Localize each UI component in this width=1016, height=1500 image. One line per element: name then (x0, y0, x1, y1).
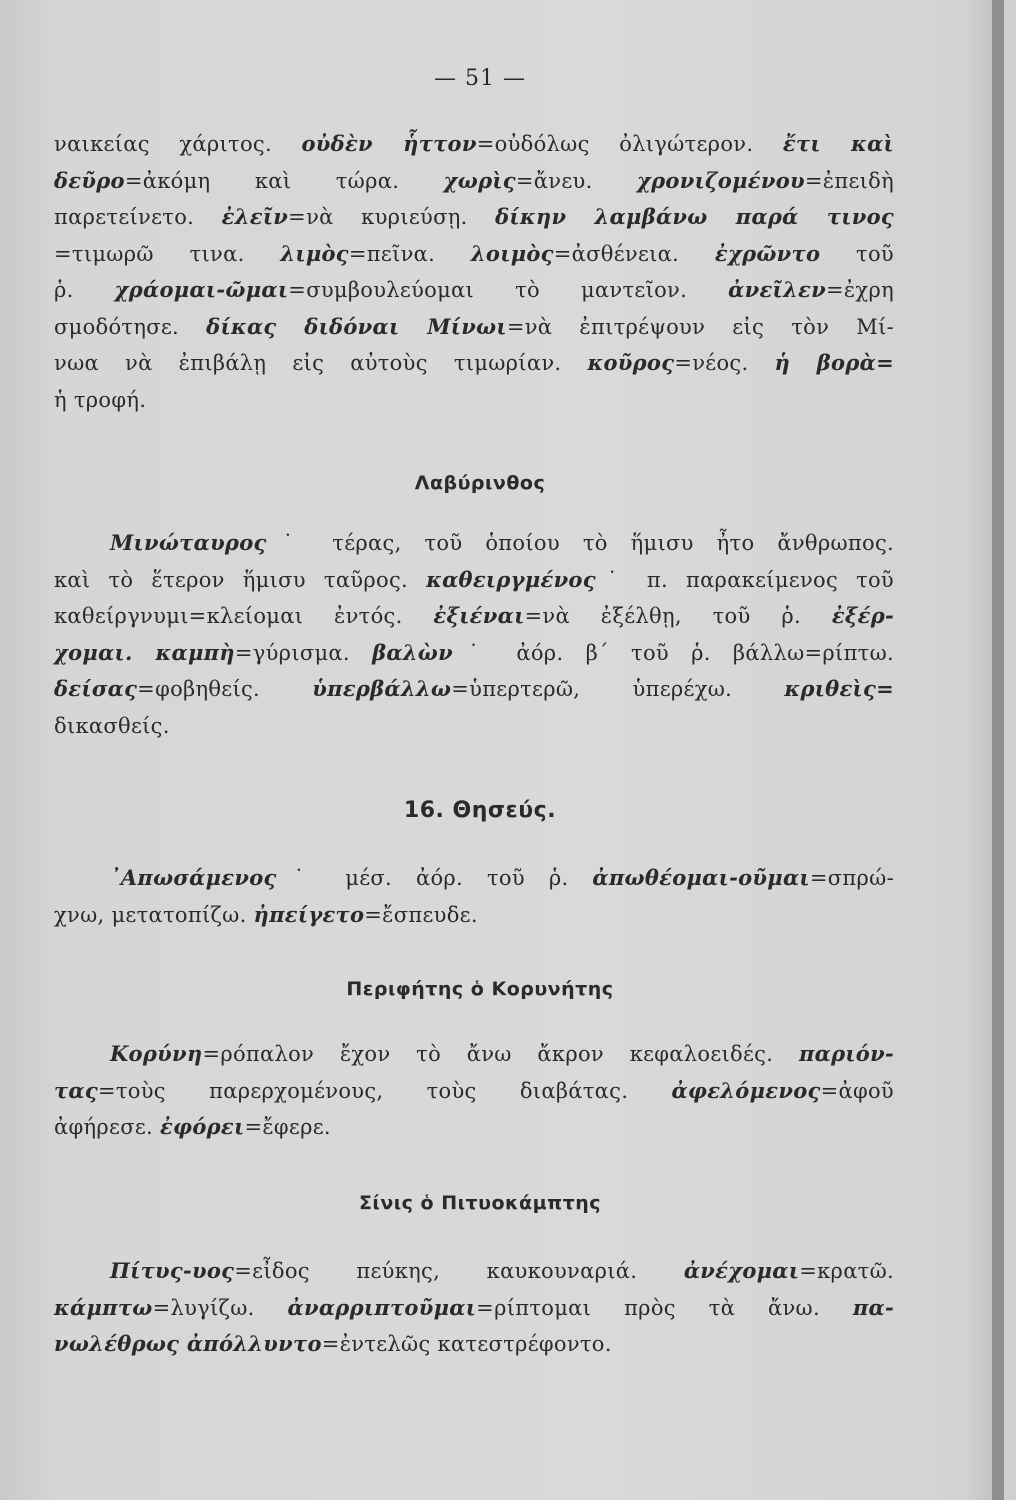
text-line: ἡ τροφή. (54, 387, 147, 412)
text-line: σμοδότησε. δίκας διδόναι Μίνωι=νὰ ἐπιτρέψουν εἰς τὸν Μί- (54, 313, 894, 339)
text-line: τας=τοὺς παρερχομένους, τοὺς διαβάτας. ἀφελόμενος=ἀφοῦ (54, 1077, 894, 1103)
text-line: νωα νὰ ἐπιβάλῃ εἰς αὐτοὺς τιμωρίαν. κοῦρος=νέος. ἡ βορὰ= (54, 350, 894, 375)
page-number: — 51 — (434, 66, 526, 91)
glossary-section-labyrinth (54, 525, 894, 744)
glossary-section-theseus (54, 860, 894, 933)
text-line: δεῦρο=ἀκόμη καὶ τώρα. χωρὶς=ἄνευ. χρονιζομένου=ἐπειδὴ (54, 167, 894, 193)
text-line: Μινώταυρος˙ τέρας, τοῦ ὁποίου τὸ ἥμισυ ἦτο ἄνθρωπος. (110, 530, 894, 555)
text-line: κάμπτω=λυγίζω. ἀναρριπτοῦμαι=ρίπτομαι πρὸς τὰ ἄνω. πα- (54, 1294, 895, 1320)
text-line: ῥ. χράομαι-ῶμαι=συμβουλεύομαι τὸ μαντεῖον. ἀνεῖλεν=ἐχρη (54, 277, 894, 302)
text-line: Κορύνη=ρόπαλον ἔχον τὸ ἄνω ἄκρον κεφαλοειδές. παριόν- (110, 1041, 894, 1066)
heading-periphetes: Περιφήτης ὁ Κορυνήτης (346, 978, 614, 1000)
heading-theseus: 16. Θησεύς. (403, 798, 557, 823)
text-line: ναικείας χάριτος. οὐδὲν ἧττον=οὐδόλως ὀλιγώτερον. ἔτι καὶ (54, 131, 895, 156)
glossary-section-intro (54, 126, 894, 418)
heading-labyrinth: Λαβύρινθος (414, 472, 546, 494)
text-line: χνω, μετατοπίζω. ἠπείγετο=ἔσπευδε. (54, 901, 478, 927)
text-line: ᾽Απωσάμενος˙ μέσ. ἀόρ. τοῦ ῥ. ἀπωθέομαι-οῦμαι=σπρώ- (110, 865, 894, 890)
page-spine-edge (992, 0, 1004, 1500)
text-line: =τιμωρῶ τινα. λιμὸς=πεῖνα. λοιμὸς=ἀσθένεια. ἐχρῶντο τοῦ (54, 240, 894, 266)
text-line: δικασθείς. (54, 713, 170, 738)
text-line: Πίτυς-υος=εἶδος πεύκης, καυκουναριά. ἀνέχομαι=κρατῶ. (110, 1258, 894, 1283)
text-line: δείσας=φοβηθείς. ὑπερβάλλω=ὑπερτερῶ, ὑπερέχω. κριθεὶς= (54, 676, 894, 701)
text-line: χομαι. καμπὴ=γύρισμα. βαλὼν˙ ἀόρ. β΄ τοῦ ῥ. βάλλω=ρίπτω. (54, 639, 894, 665)
glossary-section-sinis (54, 1253, 894, 1363)
text-line: παρετείνετο. ἐλεῖν=νὰ κυριεύσῃ. δίκην λαμβάνω παρά τινος (54, 204, 894, 229)
text-line: καὶ τὸ ἕτερον ἥμισυ ταῦρος. καθειργμένος˙ π. παρακείμενος τοῦ (54, 566, 895, 592)
text-line: καθείργνυμι=κλείομαι ἐντός. ἐξιέναι=νὰ ἐξέλθῃ, τοῦ ῥ. ἐξέρ- (54, 603, 894, 628)
text-line: ἀφήρεσε. ἐφόρει=ἔφερε. (54, 1114, 331, 1139)
glossary-section-periphetes (54, 1036, 894, 1146)
text-line: νωλέθρως ἀπόλλυντο=ἐντελῶς κατεστρέφοντο. (54, 1331, 612, 1356)
heading-sinis: Σίνις ὁ Πιτυοκάμπτης (358, 1192, 602, 1214)
